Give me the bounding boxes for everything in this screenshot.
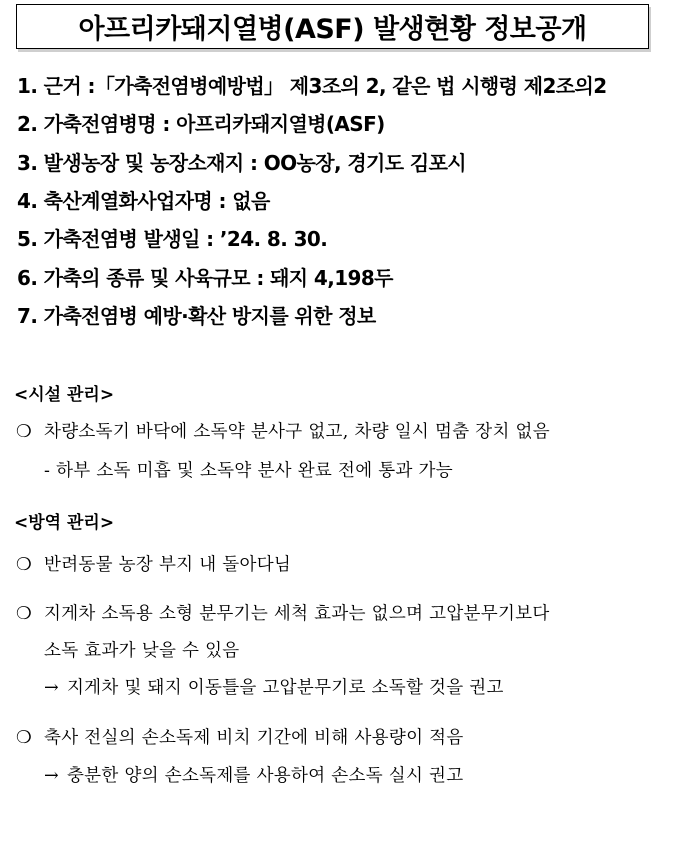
item-integrator: 4. 축산계열화사업자명 : 없음 (17, 189, 270, 213)
item-livestock-scale: 6. 가축의 종류 및 사육규모 : 돼지 4,198두 (17, 266, 393, 290)
page-title: 아프리카돼지열병(ASF) 발생현황 정보공개 (78, 14, 587, 45)
bullet-icon: ❍ (16, 604, 32, 624)
facility-heading: <시설 관리> (14, 385, 115, 405)
item-farm-location: 3. 발생농장 및 농장소재지 : OO농장, 경기도 김포시 (17, 151, 467, 175)
quarantine-bullet-3-action (44, 762, 463, 787)
quarantine-bullet-1 (16, 551, 291, 576)
quarantine-bullet-2-action-text: 지게차 및 돼지 이동틀을 고압분무기로 소독할 것을 권고 (66, 678, 504, 698)
facility-bullet-1 (16, 418, 550, 443)
quarantine-bullet-2-continued: 소독 효과가 낮을 수 있음 (44, 641, 240, 661)
quarantine-bullet-2-action (44, 674, 504, 699)
item-legal-basis: 1. 근거 :「가축전염병예방법」 제3조의 2, 같은 법 시행령 제2조의2 (17, 74, 607, 98)
bullet-icon: ❍ (16, 728, 32, 748)
quarantine-bullet-3-action-text: 충분한 양의 손소독제를 사용하여 손소독 실시 권고 (66, 766, 464, 786)
quarantine-heading: <방역 관리> (14, 513, 115, 533)
facility-sub-1: - 하부 소독 미흡 및 소독약 분사 완료 전에 통과 가능 (44, 461, 453, 481)
item-disease-name: 2. 가축전염병명 : 아프리카돼지열병(ASF) (17, 112, 385, 136)
quarantine-bullet-3 (16, 724, 464, 749)
title-box (16, 4, 649, 49)
bullet-icon: ❍ (16, 555, 32, 575)
facility-bullet-1-text: 차량소독기 바닥에 소독약 분사구 없고, 차량 일시 멈춤 장치 없음 (44, 422, 550, 442)
item-prevention-info: 7. 가축전염병 예방·확산 방지를 위한 정보 (17, 304, 376, 328)
item-outbreak-date: 5. 가축전염병 발생일 : ’24. 8. 30. (17, 227, 328, 251)
quarantine-bullet-3-text: 축사 전실의 손소독제 비치 기간에 비해 사용량이 적음 (44, 728, 464, 748)
arrow-icon: → (44, 678, 59, 698)
quarantine-bullet-1-text: 반려동물 농장 부지 내 돌아다님 (44, 555, 292, 575)
arrow-icon: → (44, 766, 59, 786)
quarantine-bullet-2 (16, 600, 550, 625)
bullet-icon: ❍ (16, 422, 32, 442)
quarantine-bullet-2-text: 지게차 소독용 소형 분무기는 세척 효과는 없으며 고압분무기보다 (44, 604, 550, 624)
